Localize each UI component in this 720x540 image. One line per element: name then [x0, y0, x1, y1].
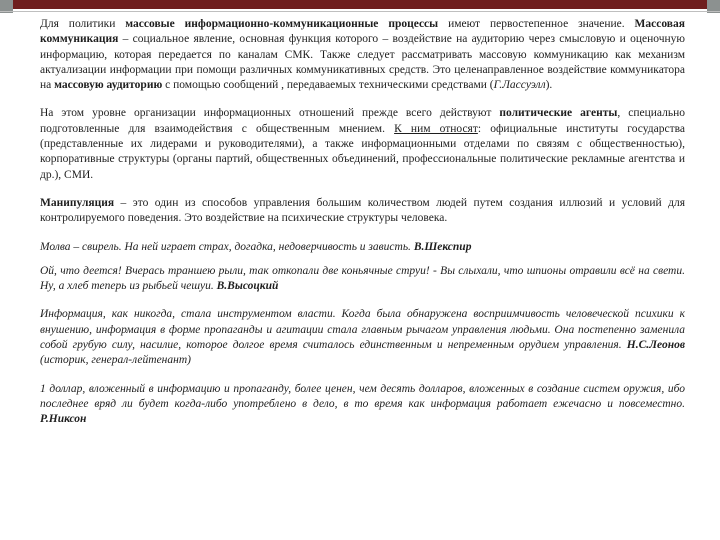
paragraph-manipulation: Манипуляция – это один из способов управления большим количеством людей путем создания иллюзий и условий для контролируемого поведения. Это воздействие на психические структуры человека.	[40, 196, 685, 225]
top-rule-line	[0, 11, 720, 12]
quote-nixon: 1 доллар, вложенный в информацию и пропаганду, более ценен, чем десять долларов, вложенных в создание систем оружия, ибо последнее вряд ли будет когда-либо употреблено в дело, в то время как информация работает ежечасно и повсеместно. Р.Никсон	[40, 382, 685, 426]
paragraph-mass-communication: Для политики массовые информационно-коммуникационные процессы имеют первостепенное значение. Массовая коммуникация – социальное явление, основная функция которого – воздействие на аудиторию через смысловую и оценочную информацию, которая передается по каналам СМК. Также следует рассматривать массовую коммуникацию как механизм актуализации информации при помощи различных коммуникативных средств. Это целенаправленное воздействие коммуникатора на массовую аудиторию с помощью сообщений , передаваемых техническими средствами (Г.Лассуэлл).	[40, 18, 685, 92]
term-manipulation: Манипуляция	[40, 196, 115, 209]
author-lasswell: Г.Лассуэлл	[493, 79, 546, 92]
term-mass-audience: массовую аудиторию	[54, 79, 163, 92]
quote-author: Р.Никсон	[40, 413, 87, 426]
term-mass-processes: массовые информационно-коммуникационные процессы	[125, 18, 439, 30]
term-mass-communication: Массовая коммуникация	[40, 18, 685, 46]
quote-author: В.Высоцкий	[216, 280, 279, 293]
quote-author: В.Шекспир	[413, 240, 472, 253]
quote-author: Н.С.Леонов	[626, 339, 685, 352]
term-political-agents: политические агенты	[499, 107, 618, 120]
quote-vysotsky: Ой, что деется! Вчерась траншею рыли, так откопали две коньячные струи! - Вы слыхали, что шпионы отравили всё на свети. Ну, а хлеб теперь из рыбьей чешуи. В.Высоцкий	[40, 264, 685, 293]
quote-shakespeare: Молва – свирель. На ней играет страх, догадка, недоверчивость и зависть. В.Шекспир	[40, 240, 472, 253]
underlined-phrase: К ним относят	[394, 122, 478, 135]
paragraph-political-agents: На этом уровне организации информационных отношений прежде всего действуют политические агенты, специально подготовленные для взаимодействия с общественным мнением. К ним относят: официальные институты государства (представленные их лидерами и руководителями), а также информационными отделами по связям с общественностью), корпоративные структуры (органы партий, общественных объединений, профессиональные политические рекламные агентства и др.), СМИ.	[40, 107, 686, 181]
accent-bar	[0, 0, 720, 9]
quote-leonov: Информация, как никогда, стала инструментом власти. Когда была обнаружена восприимчивость человеческой психики к внушению, информация в форме пропаганды и агитации стала главным рычагом управления людьми. Она постепенно заменила собой грубую силу, насилие, которое долгое время считалось единственным и непременным орудием управления. Н.С.Леонов (историк, генерал-лейтенант)	[40, 308, 685, 367]
slide-body	[40, 17, 685, 441]
